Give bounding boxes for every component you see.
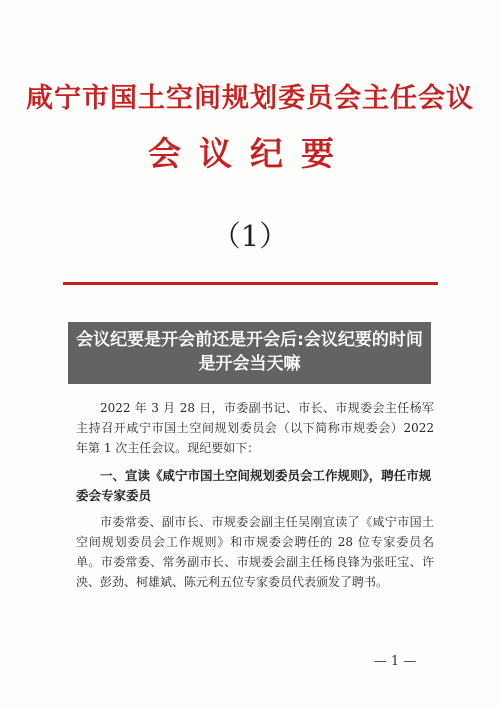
section-heading-1: 一、宣读《咸宁市国土空间规划委员会工作规则》，聘任市规委会专家委员 (76, 468, 432, 503)
overlay-title-text: 会议纪要是开会前还是开会后:会议纪要的时间是开会当天嘛 (76, 330, 423, 374)
body-paragraph-2: 市委常委、副市长、市规委会副主任吴刚宣读了《咸宁市国土空间规划委员会工作规则》和市规委会聘任的 28 位专家委员名单。市委常委、常务副市长、市规委会副主任杨良锋为张旺宝、许泱、彭劲、柯雄斌、陈元利五位专家委员代表颁发了聘书。 (76, 515, 434, 589)
document-type-title: 会议纪要 (148, 134, 352, 173)
page-number: — 1 — (373, 654, 417, 669)
document-org-title: 咸宁市国土空间规划委员会主任会议 (26, 83, 474, 114)
issue-number: （1） (211, 219, 289, 253)
red-divider-line (63, 282, 438, 285)
body-paragraph-1: 2022 年 3 月 28 日，市委副书记、市长、市规委会主任杨军主持召开咸宁市国土空间规划委员会（以下简称市规委会）2022 年第 1 次主任会议。现纪要如下： (76, 401, 434, 455)
